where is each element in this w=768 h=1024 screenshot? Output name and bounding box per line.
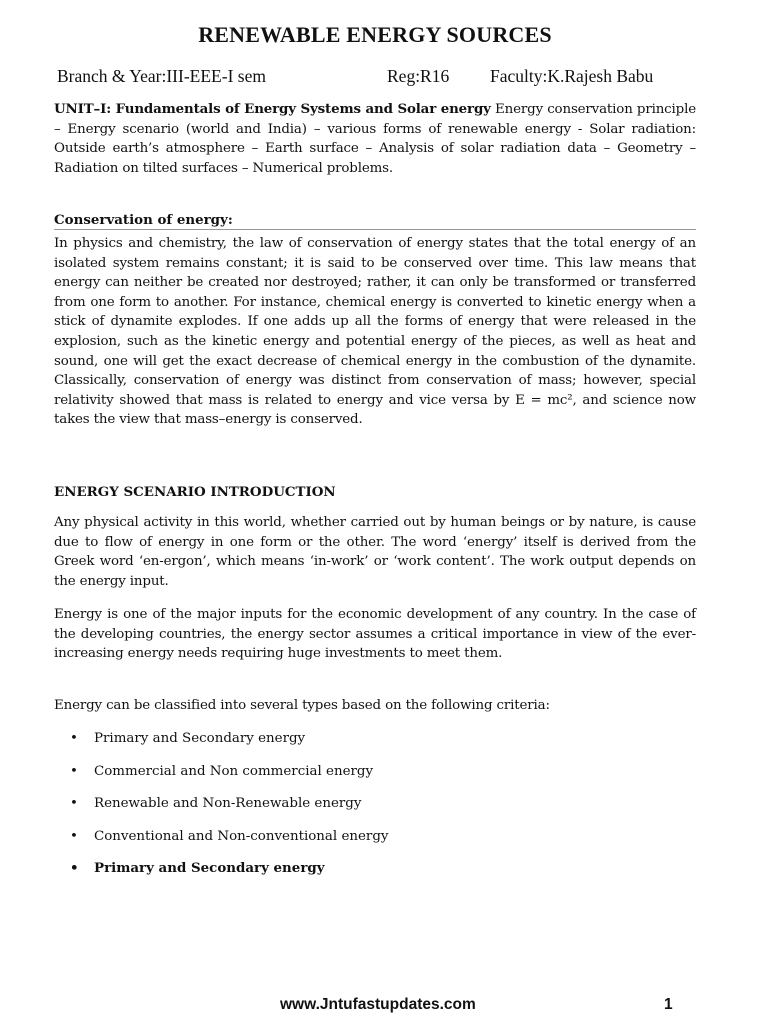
scenario-paragraph-2: Energy is one of the major inputs for the economic development of any country. In the case of the developing countries, the energy sector assumes a critical importance in view of the ever- increasing energy needs requiring huge investments to meet them. <box>54 607 696 662</box>
list-item: • Primary and Secondary energy <box>70 860 325 877</box>
list-item: • Primary and Secondary energy <box>70 731 306 746</box>
list-item: • Renewable and Non-Renewable energy <box>70 796 362 812</box>
bullet-icon: • <box>70 828 78 844</box>
energy-types-list <box>54 729 696 892</box>
bullet-icon: • <box>70 796 78 812</box>
course-info <box>54 66 696 88</box>
faculty: Faculty:K.Rajesh Babu <box>490 66 654 86</box>
footer-url[interactable]: www.Jntufastupdates.com <box>280 996 476 1013</box>
bullet-icon: • <box>70 731 78 746</box>
bullet-icon: • <box>70 763 78 779</box>
unit-text: Energy conservation principle – Energy scenario (world and India) – various forms of renewable energy - Solar radiation: Outside earth’s atmosphere – Earth surface – Analysis of solar radiation data – Geometry – Radiation on tilted surfaces – Numerical problems. <box>54 102 696 176</box>
bullet-icon: • <box>70 860 79 877</box>
regulation: Reg:R16 <box>387 66 450 86</box>
page-number: 1 <box>664 996 673 1013</box>
scenario-heading: ENERGY SCENARIO INTRODUCTION <box>54 484 336 500</box>
scenario-paragraph-1: Any physical activity in this world, whether carried out by human beings or by nature, is cause due to flow of energy in one form or the other. The word ‘energy’ itself is derived from the Greek word ‘en-ergon’, which means ‘in-work’ or ‘work content’. The work output depends on the energy input. <box>54 515 696 589</box>
scenario-paragraph-3: Energy can be classified into several types based on the following criteria: <box>54 698 550 713</box>
document-title: RENEWABLE ENERGY SOURCES <box>198 22 552 47</box>
conservation-paragraph: In physics and chemistry, the law of conservation of energy states that the total energy of an isolated system remains constant; it is said to be conserved over time. This law means that energy can neither be created nor destroyed; rather, it can only be transformed or transferred from one form to another. For instance, chemical energy is converted to kinetic energy when a stick of dynamite explodes. If one adds up all the forms of energy that were released in the explosion, such as the kinetic energy and potential energy of the pieces, as well as heat and sound, one will get the exact decrease of chemical energy in the combustion of the dynamite. Classically, conservation of energy was distinct from conservation of mass; however, special relativity showed that mass is related to energy and vice versa by E = mc², and science now takes the view that mass–energy is conserved. <box>54 236 696 428</box>
unit-syllabus <box>54 100 696 178</box>
list-item: • Commercial and Non commercial energy <box>70 763 374 779</box>
conservation-heading: Conservation of energy: <box>54 212 233 228</box>
page-footer <box>0 996 768 1018</box>
branch-year: Branch & Year:III-EEE-I sem <box>57 66 266 86</box>
section-divider <box>54 229 696 230</box>
list-item: • Conventional and Non-conventional energy <box>70 828 389 844</box>
unit-heading: UNIT–I: Fundamentals of Energy Systems and Solar energy <box>54 101 491 117</box>
